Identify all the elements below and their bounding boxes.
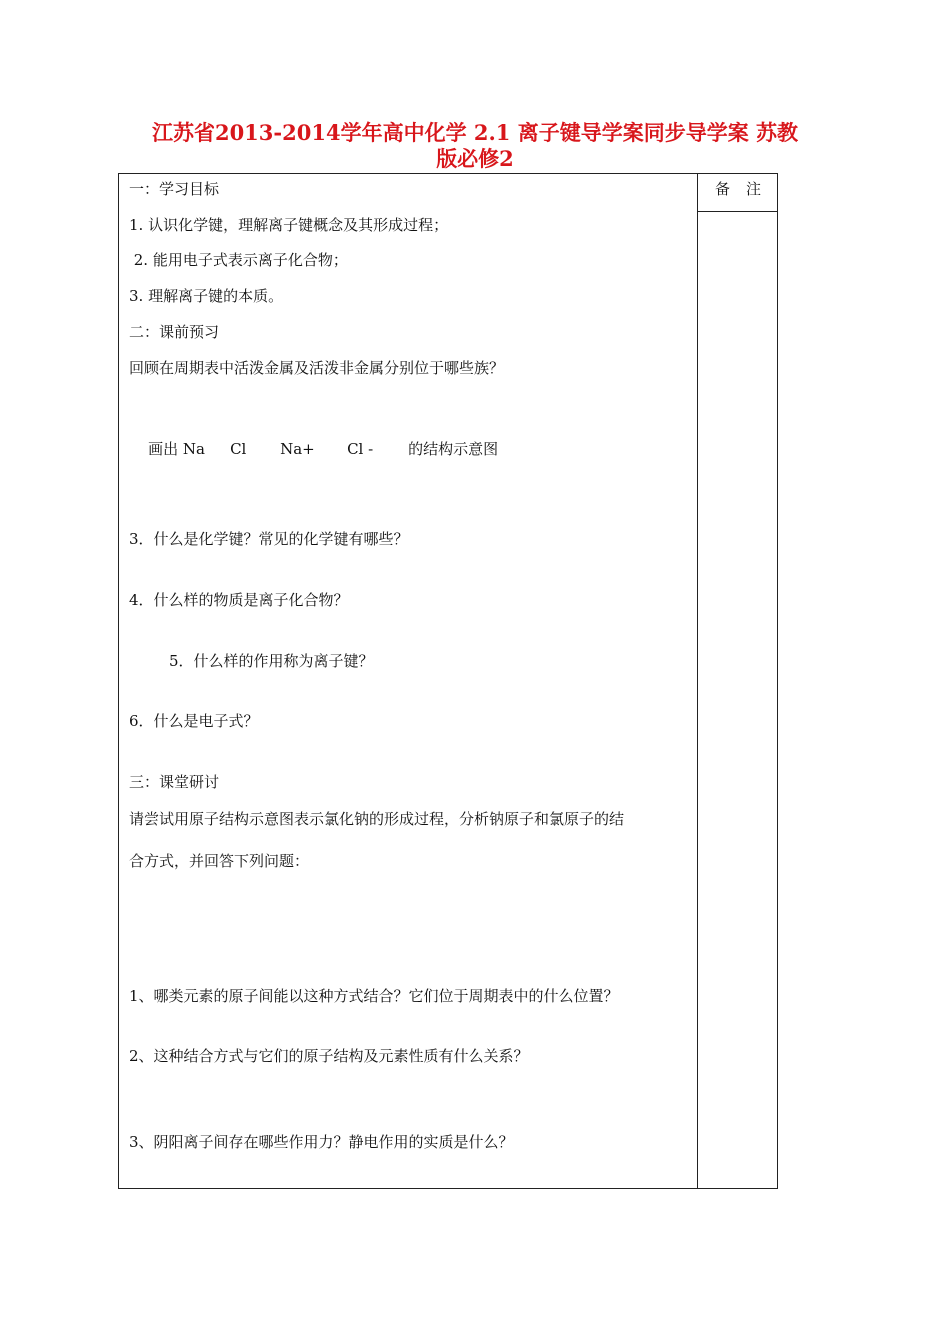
goal-item-3: 3. 理解离子键的本质。: [129, 287, 284, 305]
class-heading: 三：课堂研讨: [129, 773, 220, 791]
draw-cl: Cl: [230, 440, 247, 458]
class-question-2: 2、这种结合方式与它们的原子结构及元素性质有什么关系？: [129, 1047, 529, 1065]
question-4: 4．什么样的物质是离子化合物？: [129, 591, 349, 609]
question-5: 5．什么样的作用称为离子键？: [169, 652, 374, 670]
class-task-line-2: 合方式，并回答下列问题：: [129, 852, 310, 870]
notes-column-header: 备注: [698, 174, 778, 212]
goal-item-1: 1. 认识化学键，理解离子键概念及其形成过程；: [129, 216, 449, 234]
draw-structure-prompt: [129, 419, 498, 479]
class-question-1: 1、哪类元素的原子间能以这种方式结合？它们位于周期表中的什么位置？: [129, 987, 619, 1005]
draw-na-ion: Na+: [280, 440, 315, 458]
goals-heading: 一：学习目标: [129, 180, 220, 198]
preview-heading: 二：课前预习: [129, 323, 220, 341]
question-3: 3．什么是化学键？常见的化学键有哪些？: [129, 530, 409, 548]
document-title: [118, 120, 832, 172]
title-line-2: 版必修2: [436, 146, 514, 171]
draw-cl-ion: Cl -: [347, 440, 374, 458]
goal-item-2: 2. 能用电子式表示离子化合物；: [129, 251, 348, 269]
preview-question: 回顾在周期表中活泼金属及活泼非金属分别位于哪些族？: [129, 359, 505, 377]
worksheet-table: [118, 173, 778, 1189]
draw-prefix: 画出 Na: [148, 440, 205, 458]
draw-suffix: 的结构示意图: [408, 440, 499, 458]
class-question-3: 3、阴阳离子间存在哪些作用力？静电作用的实质是什么？: [129, 1133, 514, 1151]
column-divider: [697, 174, 698, 1188]
title-line-1: 江苏省2013-2014学年高中化学 2.1 离子键导学案同步导学案 苏教: [151, 120, 799, 145]
class-task-line-1: 请尝试用原子结构示意图表示氯化钠的形成过程，分析钠原子和氯原子的结: [129, 810, 625, 828]
question-6: 6．什么是电子式？: [129, 712, 259, 730]
